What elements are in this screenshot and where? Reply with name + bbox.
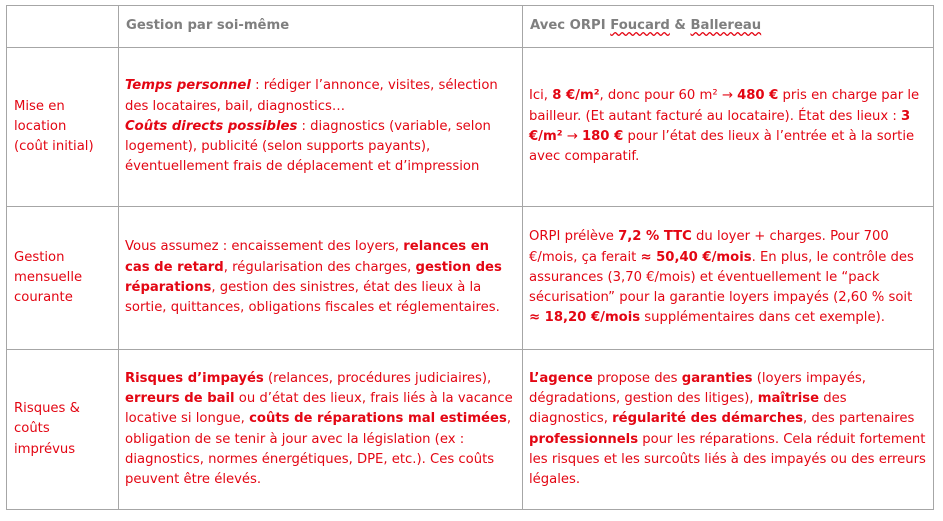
row-label-monthly-management: Gestion mensuelle courante [7,207,119,350]
table-row-risks [7,350,934,510]
table-row-monthly-management [7,207,934,350]
header-empty-cell [7,6,119,48]
cell-self-risks: Risques d’impayés (relances, procédures judiciaires), erreurs de bail ou d’état des lieux, frais liés à la vacance locative si longue, coûts de réparations mal estimées, obligation de se tenir à jour avec la législation (ex : diagnostics, normes énergétiques, DPE, etc.). Ces coûts peuvent être élevés. [119,350,523,510]
cell-agency-initial-cost: Ici, 8 €/m², donc pour 60 m² → 480 € pris en charge par le bailleur. (Et autant facturé au locataire). État des lieux : 3 €/m² → 180 € pour l’état des lieux à l’entrée et à la sortie avec comparatif. [523,48,934,207]
row-label-initial-cost: Mise en location (coût initial) [7,48,119,207]
row-label-risks: Risques & coûts imprévus [7,350,119,510]
cell-self-monthly-management: Vous assumez : encaissement des loyers, relances en cas de retard, régularisation des charges, gestion des réparations, gestion des sinistres, état des lieux à la sortie, quittances, obligations fiscales et réglementaires. [119,207,523,350]
cell-self-initial-cost: Temps personnel : rédiger l’annonce, visites, sélection des locataires, bail, diagnostics… Coûts directs possibles : diagnostics (variable, selon logement), publicité (selon supports payants), éventuellement frais de déplacement et d’impression [119,48,523,207]
comparison-table [6,5,934,510]
cell-agency-risks: L’agence propose des garanties (loyers impayés, dégradations, gestion des litiges), maîtrise des diagnostics, régularité des démarches, des partenaires professionnels pour les réparations. Cela réduit fortement les risques et les surcoûts liés à des impayés ou des erreurs légales. [523,350,934,510]
table-row-initial-cost [7,48,934,207]
header-agency: Avec ORPI Foucard & Ballereau [523,6,934,48]
header-self-management: Gestion par soi-même [119,6,523,48]
cell-agency-monthly-management: ORPI prélève 7,2 % TTC du loyer + charges. Pour 700 €/mois, ça ferait ≈ 50,40 €/mois. En plus, le contrôle des assurances (3,70 €/mois) et éventuellement le “pack sécurisation” pour la garantie loyers impayés (2,60 % soit ≈ 18,20 €/mois supplémentaires dans cet exemple). [523,207,934,350]
header-row [7,6,934,48]
